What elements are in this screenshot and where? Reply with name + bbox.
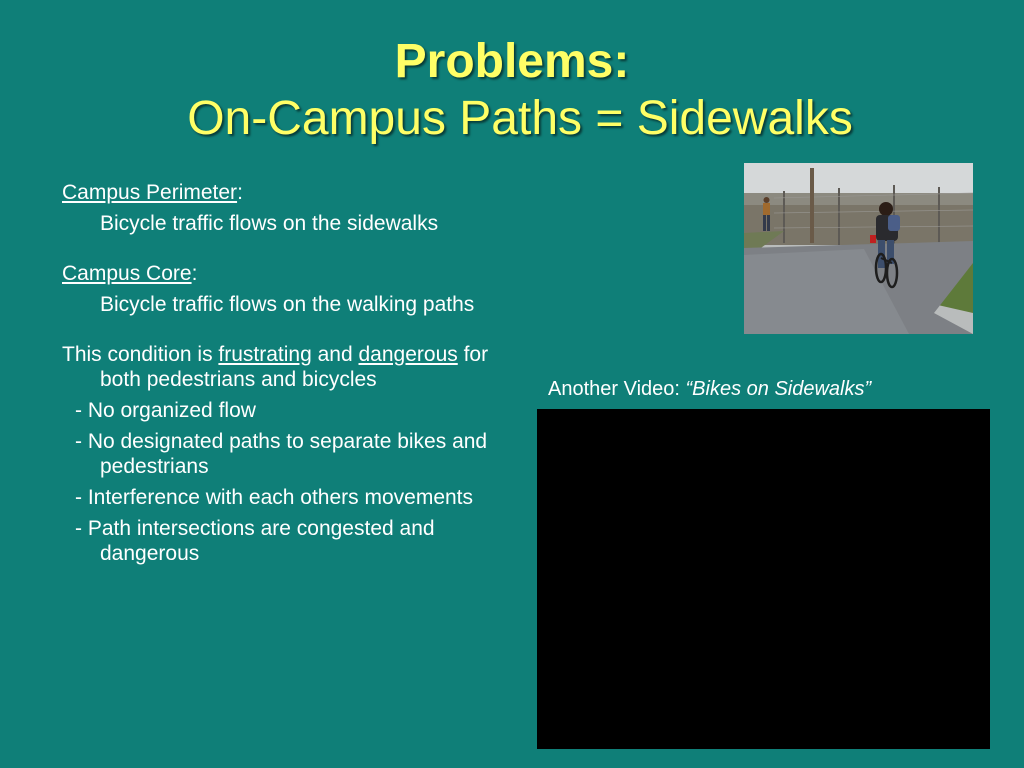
condition-paragraph xyxy=(62,342,502,392)
condition-prefix: This condition is xyxy=(62,343,219,366)
title-line-1: Problems: xyxy=(394,35,630,88)
condition-suffix: for both pedestrians and bicycles xyxy=(100,343,489,391)
video-caption xyxy=(548,376,871,402)
body-text xyxy=(62,180,502,566)
slide-title xyxy=(0,34,1024,148)
core-detail: Bicycle traffic flows on the walking paths xyxy=(100,293,475,316)
perimeter-heading xyxy=(62,180,502,205)
condition-dangerous: dangerous xyxy=(358,343,458,366)
bullet-item: - Interference with each others movements xyxy=(75,486,474,509)
video-title: “Bikes on Sidewalks” xyxy=(685,378,872,400)
core-colon: : xyxy=(191,262,198,285)
core-heading xyxy=(62,261,502,286)
bullet-item: - No organized flow xyxy=(75,399,256,422)
core-heading-text: Campus Core xyxy=(62,262,192,285)
title-line-2: On-Campus Paths = Sidewalks xyxy=(187,92,853,145)
condition-mid: and xyxy=(311,343,359,366)
video-label: Another Video: xyxy=(548,378,686,400)
bullet-item: - Path intersections are congested and dangerous xyxy=(75,517,435,565)
perimeter-detail: Bicycle traffic flows on the sidewalks xyxy=(100,212,439,235)
cyclist-photo xyxy=(744,163,973,334)
perimeter-colon: : xyxy=(237,181,243,204)
video-player[interactable] xyxy=(537,409,990,749)
condition-frustrating: frustrating xyxy=(218,343,312,366)
perimeter-heading-text: Campus Perimeter xyxy=(62,181,238,204)
bullet-item: - No designated paths to separate bikes and pedestrians xyxy=(75,430,488,478)
